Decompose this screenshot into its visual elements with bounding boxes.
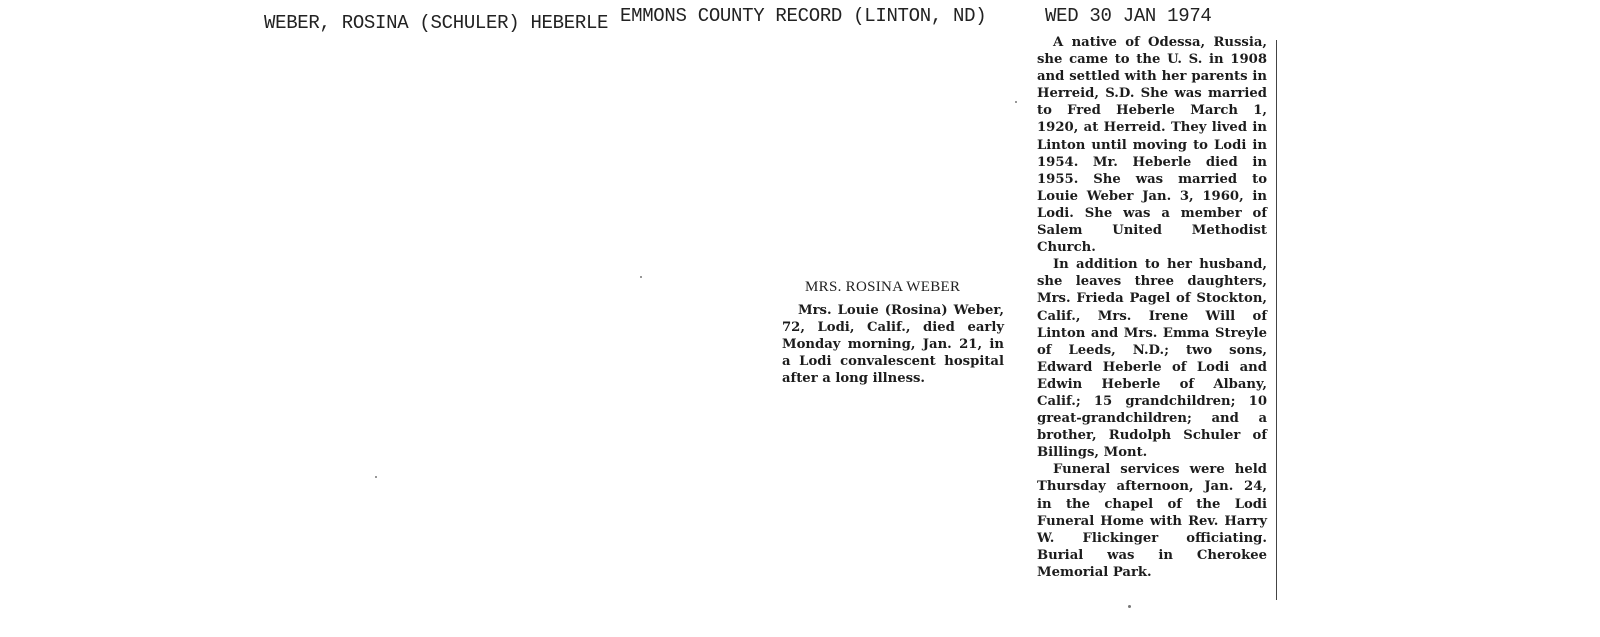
scan-speck	[375, 476, 377, 478]
newspaper-source: EMMONS COUNTY RECORD (LINTON, ND)	[620, 5, 987, 27]
obituary-headline: MRS. ROSINA WEBER	[805, 279, 961, 295]
scan-speck	[1015, 101, 1017, 103]
obituary-paragraph: Funeral services were held Thursday afternoon, Jan. 24, in the chapel of the Lodi Funeral Home with Rev. Harry W. Flickinger officiating. Burial was in Cherokee Memorial Park.	[1037, 462, 1267, 580]
scan-speck	[640, 276, 642, 278]
scan-speck	[1128, 605, 1131, 608]
publication-date: WED 30 JAN 1974	[1045, 5, 1212, 27]
obituary-paragraph: A native of Odessa, Russia, she came to the U. S. in 1908 and settled with her parents in Herreid, S.D. She was married to Fred Heberle March 1, 1920, at Herreid. They lived in Linton until moving to Lodi in 1954. Mr. Heberle died in 1955. She was married to Louie Weber Jan. 3, 1960, in Lodi. She was a member of Salem United Methodist Church.	[1037, 35, 1267, 256]
obituary-lead-paragraph: Mrs. Louie (Rosina) Weber, 72, Lodi, Calif., died early Monday morning, Jan. 21, in a Lodi convalescent hospital after a long illness.	[782, 303, 1004, 387]
clipping-subject-name: WEBER, ROSINA (SCHULER) HEBERLE	[264, 12, 609, 34]
column-divider	[1276, 40, 1277, 600]
obituary-lead-column	[782, 302, 1004, 387]
obituary-body-column	[1037, 34, 1267, 581]
obituary-paragraph: In addition to her husband, she leaves three daughters, Mrs. Frieda Pagel of Stockton, Calif., Mrs. Irene Will of Linton and Mrs. Emma Streyle of Leeds, N.D.; two sons, Edward Heberle of Lodi and Edwin Heberle of Albany, Calif.; 15 grandchildren; 10 great-grandchildren; and a brother, Rudolph Schuler of Billings, Mont.	[1037, 257, 1267, 461]
